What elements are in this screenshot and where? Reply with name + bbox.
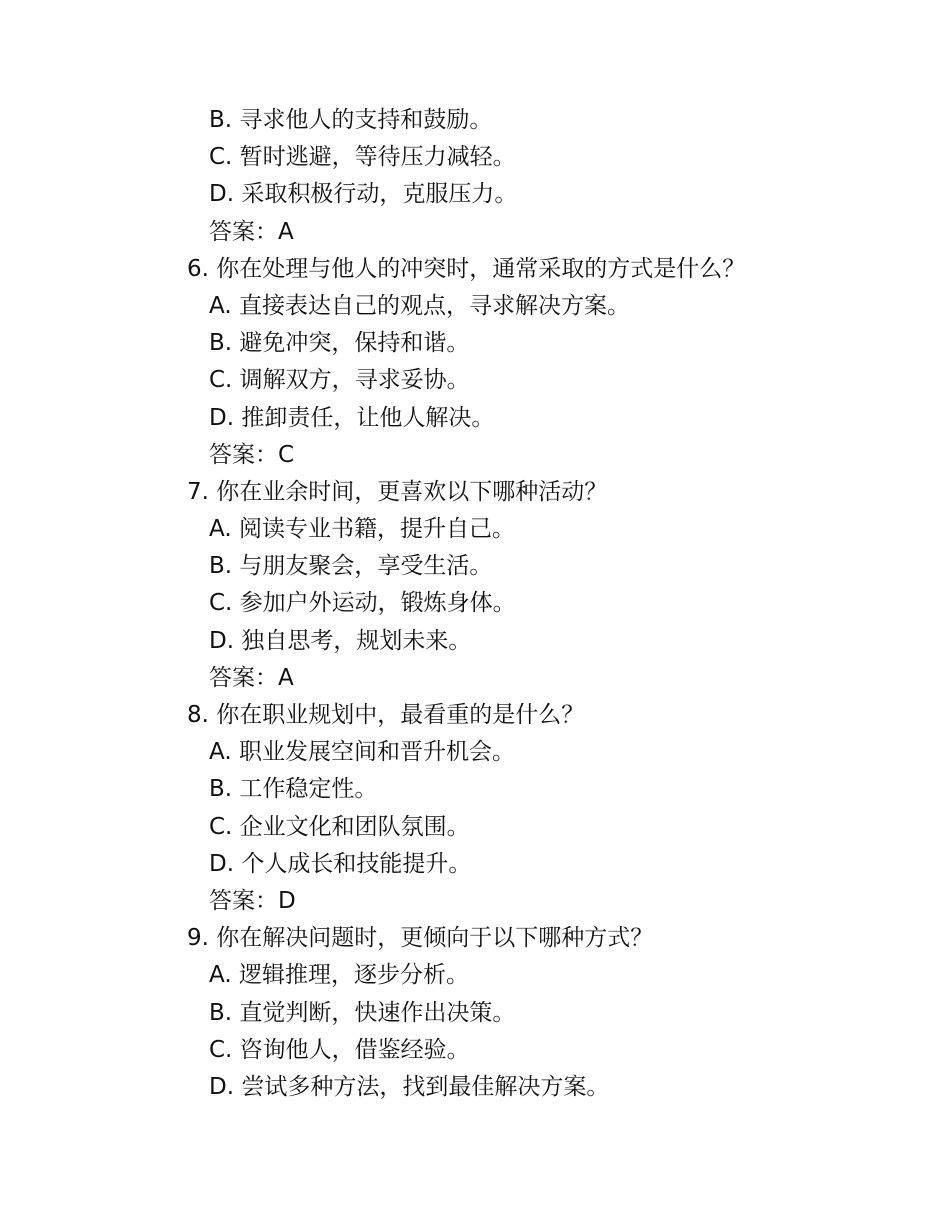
question-9: 9. 你在解决问题时，更倾向于以下哪种方式？ bbox=[187, 925, 654, 952]
option-a: A. 逻辑推理，逐步分析。 bbox=[209, 962, 469, 989]
option-b: B. 寻求他人的支持和鼓励。 bbox=[209, 107, 493, 133]
answer-line: 答案：D bbox=[209, 887, 296, 914]
option-d: D. 尝试多种方法，找到最佳解决方案。 bbox=[209, 1073, 610, 1100]
option-b: B. 工作稳定性。 bbox=[209, 776, 378, 803]
option-b: B. 与朋友聚会，享受生活。 bbox=[209, 553, 493, 580]
option-c: C. 咨询他人，借鉴经验。 bbox=[209, 1036, 470, 1063]
option-c: C. 参加户外运动，锻炼身体。 bbox=[209, 590, 516, 617]
option-a: A. 直接表达自己的观点，寻求解决方案。 bbox=[209, 292, 630, 319]
option-b: B. 避免冲突，保持和谐。 bbox=[209, 330, 470, 357]
question-6: 6. 你在处理与他人的冲突时，通常采取的方式是什么？ bbox=[187, 255, 746, 282]
option-d: D. 推卸责任，让他人解决。 bbox=[209, 404, 495, 431]
question-list bbox=[0, 102, 950, 1106]
question-7: 7. 你在业余时间，更喜欢以下哪种活动？ bbox=[187, 478, 608, 505]
option-c: C. 暂时逃避，等待压力减轻。 bbox=[209, 144, 516, 171]
option-a: A. 阅读专业书籍，提升自己。 bbox=[209, 516, 515, 543]
answer-line: 答案：A bbox=[209, 664, 294, 691]
option-d: D. 个人成长和技能提升。 bbox=[209, 850, 472, 877]
answer-line: 答案：A bbox=[209, 218, 294, 245]
option-d: D. 采取积极行动，克服压力。 bbox=[209, 181, 518, 208]
option-c: C. 调解双方，寻求妥协。 bbox=[209, 367, 470, 394]
option-b: B. 直觉判断，快速作出决策。 bbox=[209, 999, 516, 1026]
option-d: D. 独自思考，规划未来。 bbox=[209, 627, 472, 654]
option-a: A. 职业发展空间和晋升机会。 bbox=[209, 739, 515, 766]
option-c: C. 企业文化和团队氛围。 bbox=[209, 813, 470, 840]
answer-line: 答案：C bbox=[209, 441, 295, 468]
question-8: 8. 你在职业规划中，最看重的是什么？ bbox=[187, 702, 585, 728]
